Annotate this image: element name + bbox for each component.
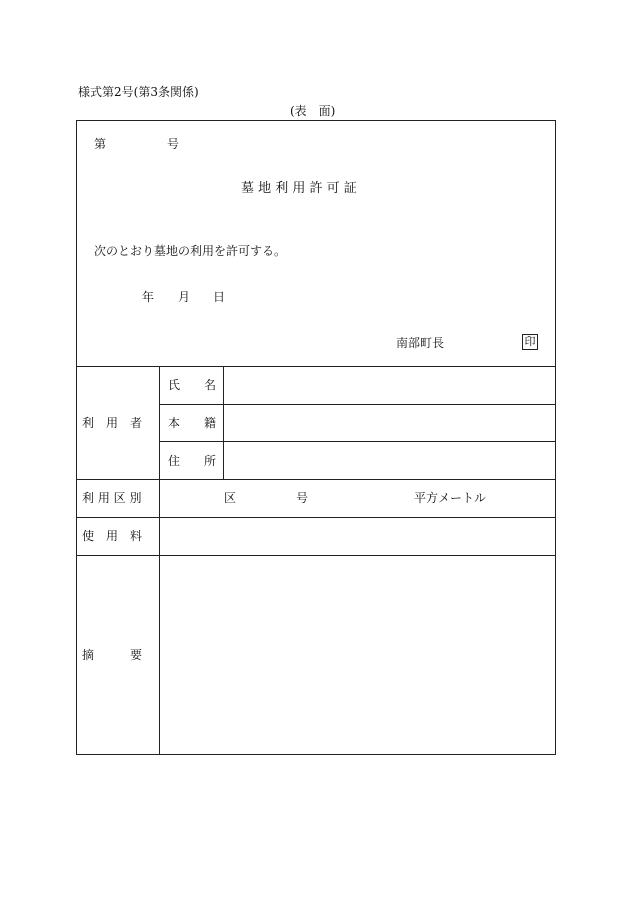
name-label: 氏 名 bbox=[168, 378, 217, 392]
remarks-label: 摘 要 bbox=[82, 648, 143, 662]
user-header: 利 用 者 bbox=[82, 416, 143, 430]
row-divider bbox=[77, 517, 555, 518]
date-month: 月 bbox=[178, 290, 191, 304]
number-suffix: 号 bbox=[167, 137, 180, 151]
row-divider bbox=[159, 404, 555, 405]
row-divider bbox=[159, 441, 555, 442]
column-divider bbox=[159, 367, 160, 754]
ward-label: 区 bbox=[224, 491, 237, 505]
row-divider bbox=[77, 479, 555, 480]
date-day: 日 bbox=[213, 290, 226, 304]
number-prefix: 第 bbox=[94, 137, 107, 151]
row-divider bbox=[77, 366, 555, 367]
column-divider bbox=[223, 367, 224, 479]
issuer-name: 南部町長 bbox=[396, 336, 445, 350]
certificate-title: 墓 地 利 用 許 可 証 bbox=[241, 181, 357, 196]
domicile-label: 本 籍 bbox=[168, 416, 217, 430]
use-category-label: 利 用 区 別 bbox=[82, 491, 142, 505]
permission-statement: 次のとおり墓地の利用を許可する。 bbox=[94, 244, 287, 258]
certificate-frame bbox=[76, 120, 556, 755]
date-year: 年 bbox=[142, 290, 155, 304]
fee-label: 使 用 料 bbox=[82, 529, 143, 543]
side-label: (表 面) bbox=[290, 104, 336, 118]
plot-label: 号 bbox=[296, 491, 309, 505]
address-label: 住 所 bbox=[168, 454, 217, 468]
row-divider bbox=[77, 555, 555, 556]
area-unit-label: 平方メートル bbox=[414, 491, 487, 505]
form-number-label: 様式第2号(第3条関係) bbox=[78, 85, 199, 99]
seal-box: 印 bbox=[522, 334, 538, 350]
